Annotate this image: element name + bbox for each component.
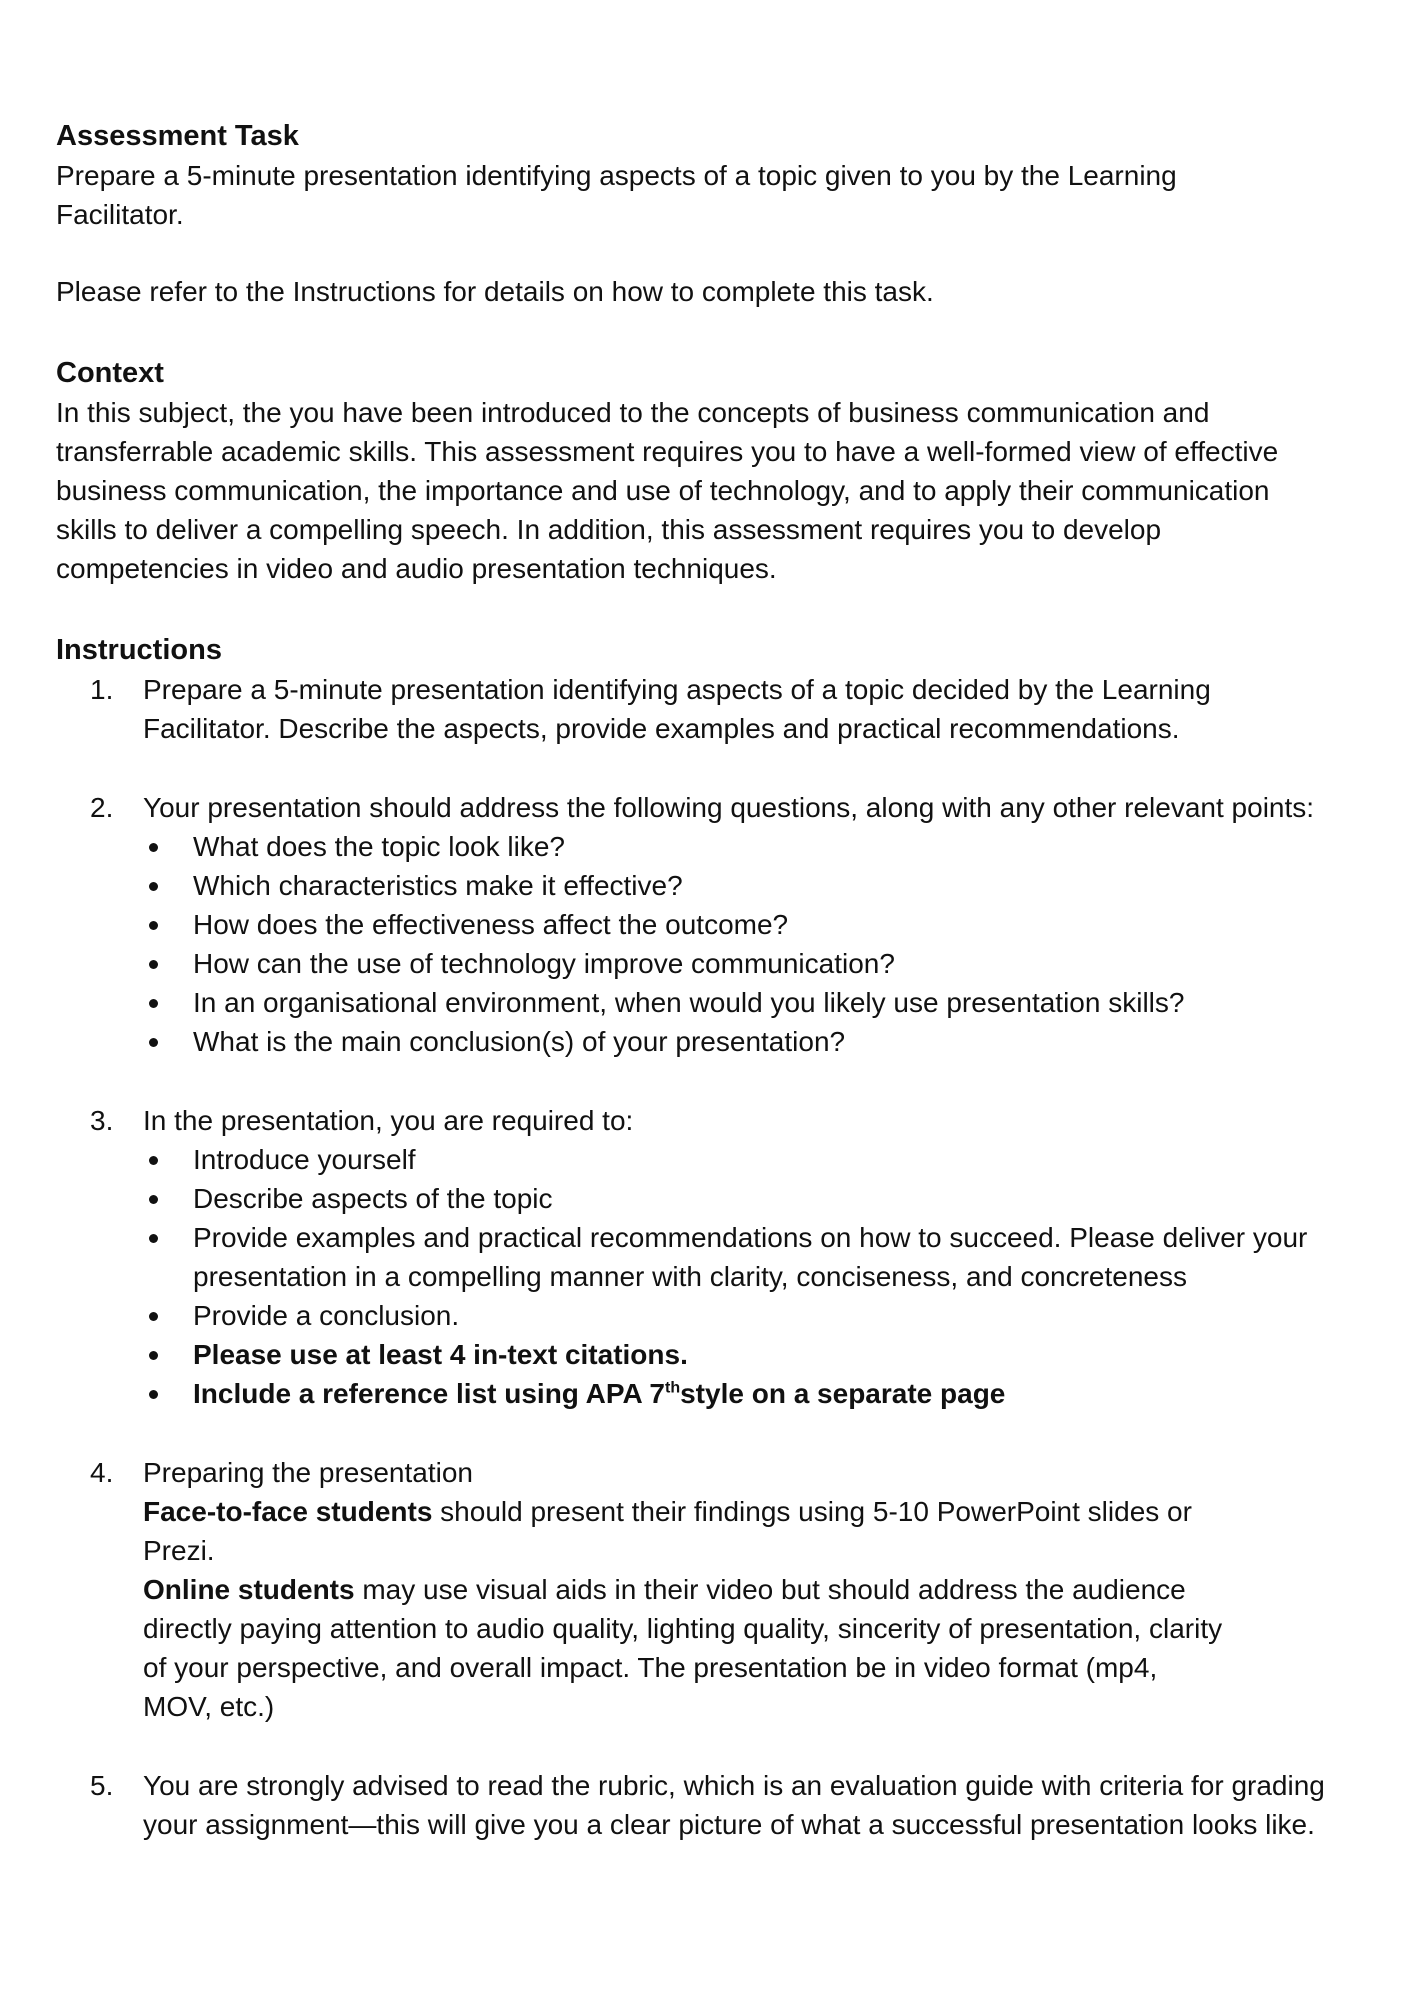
online-text: may use visual aids in their video but should address the audience directly paying attention to audio quality, lighting quality, sincerity of presentation, clarity of your perspective, and overall impact. The presentation be in video format (mp4, MOV, etc.) — [143, 1574, 1223, 1722]
assessment-task-line1: Prepare a 5-minute presentation identifying aspects of a topic given to you by the Learning — [56, 160, 1177, 191]
instruction-item-5 — [56, 1766, 1358, 1844]
list-item: How does the effectiveness affect the outcome? — [143, 905, 1358, 944]
instructions-heading: Instructions — [56, 634, 222, 666]
reference-requirement-pre: Include a reference list using APA 7 — [193, 1378, 665, 1409]
list-item: What is the main conclusion(s) of your presentation? — [143, 1022, 1358, 1061]
reference-requirement-post: style on a separate page — [680, 1378, 1006, 1409]
instruction-number: 2. — [90, 792, 114, 823]
instruction-item-3 — [56, 1101, 1358, 1413]
list-item: How can the use of technology improve communication? — [143, 944, 1358, 983]
instruction-number: 5. — [90, 1770, 114, 1801]
instruction-title: Preparing the presentation — [143, 1457, 473, 1488]
instruction-text: In the presentation, you are required to: — [143, 1105, 634, 1136]
instruction-item-4 — [56, 1453, 1358, 1726]
list-item: Introduce yourself — [143, 1140, 1358, 1179]
online-paragraph — [143, 1570, 1233, 1726]
list-item: Describe aspects of the topic — [143, 1179, 1358, 1218]
instruction-number: 4. — [90, 1457, 114, 1488]
assessment-task-line2: Facilitator. — [56, 199, 184, 230]
reference-requirement-sup: th — [665, 1379, 681, 1397]
list-item: What does the topic look like? — [143, 827, 1358, 866]
requirement-list — [143, 1140, 1358, 1413]
citation-requirement-text: Please use at least 4 in-text citations. — [193, 1339, 688, 1370]
face-to-face-text: should present their findings using 5-10 PowerPoint slides or Prezi. — [143, 1496, 1192, 1566]
list-item: Which characteristics make it effective? — [143, 866, 1358, 905]
instructions-section — [56, 630, 1358, 1844]
assessment-task-note: Please refer to the Instructions for details on how to complete this task. — [56, 276, 934, 307]
reference-requirement — [143, 1374, 1358, 1413]
online-label: Online students — [143, 1574, 355, 1605]
instruction-item-2 — [56, 788, 1358, 1061]
question-list — [143, 827, 1358, 1061]
assessment-task-section — [56, 116, 1358, 311]
face-to-face-paragraph — [143, 1492, 1203, 1570]
instructions-list — [56, 670, 1358, 1844]
context-body: In this subject, the you have been introduced to the concepts of business communication and transferrable academic skills. This assessment requires you to have a well-formed view of effective business communication, the importance and use of technology, and to apply their communication skills to deliver a compelling speech. In addition, this assessment requires you to develop competencies in video and audio presentation techniques. — [56, 397, 1279, 584]
instruction-text: Your presentation should address the following questions, along with any other relevant points: — [143, 792, 1315, 823]
instruction-text: You are strongly advised to read the rubric, which is an evaluation guide with criteria for grading your assignment—this will give you a clear picture of what a successful presentation looks like. — [143, 1770, 1325, 1840]
citation-requirement — [143, 1335, 1358, 1374]
instruction-item-1 — [56, 670, 1358, 748]
list-item: Provide a conclusion. — [143, 1296, 1358, 1335]
instruction-number: 1. — [90, 674, 114, 705]
face-to-face-label: Face-to-face students — [143, 1496, 433, 1527]
instruction-number: 3. — [90, 1105, 114, 1136]
list-item: In an organisational environment, when would you likely use presentation skills? — [143, 983, 1358, 1022]
assessment-task-heading: Assessment Task — [56, 120, 299, 152]
context-section — [56, 353, 1358, 588]
context-heading: Context — [56, 357, 164, 389]
list-item: Provide examples and practical recommendations on how to succeed. Please deliver your presentation in a compelling manner with clarity, conciseness, and concreteness — [143, 1218, 1333, 1296]
instruction-text: Prepare a 5-minute presentation identifying aspects of a topic decided by the Learning Facilitator. Describe the aspects, provide examples and practical recommendations. — [143, 674, 1211, 744]
